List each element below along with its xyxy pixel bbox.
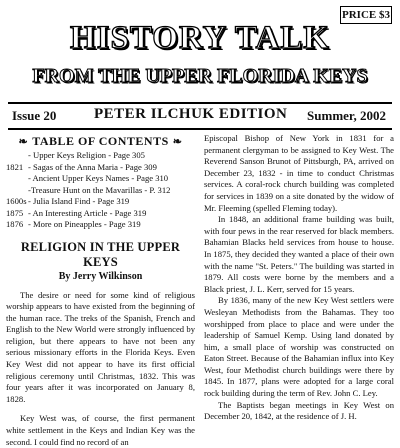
toc-item[interactable] bbox=[6, 196, 195, 208]
article-author: By Jerry Wilkinson bbox=[58, 270, 143, 282]
toc-text: - Ancient Upper Keys Names - Page 310 bbox=[28, 173, 169, 183]
edition-name: PETER ILCHUK EDITION bbox=[94, 106, 288, 122]
toc-date: 1875 bbox=[6, 207, 24, 218]
issue-bar bbox=[8, 102, 392, 130]
toc-text: - Julia Island Find - Page 319 bbox=[28, 196, 130, 206]
toc-item[interactable] bbox=[6, 150, 195, 162]
right-column bbox=[204, 133, 394, 423]
toc-list bbox=[6, 150, 195, 231]
toc-text: -Treasure Hunt on the Mavarillas - P. 312 bbox=[28, 184, 171, 195]
article-paragraph: Episcopal Bishop of New York in 1831 for a permanent clergyman to be assigned to Key West. The Reverend Sanson Brunot of Pittsburgh, PA, arrived on December 23, 1832 - in time to conduct Christmas services. A coral-rock church building was completed for services in 1839 on a site donated by the widow of Mr. Fleeming (spelled Fleming today). bbox=[204, 133, 394, 213]
article-paragraph: By 1836, many of the new Key West settlers were Wesleyan Methodists from the Bahamas. They too worshipped from place to place and were under the leadership of Samuel Kemp. Using land donated by him, a small place of worship was constructed on Eaton Street. Because of the Bahamian influx into Key West, four Methodist church buildings were there by 1845. In 1877, plans were adopted for a large coral rock building during the term of Rev. John C. Ley. bbox=[204, 295, 394, 399]
ornament-icon: ❧ bbox=[18, 136, 29, 148]
toc-date bbox=[6, 185, 28, 197]
newsletter-title: HISTORY TALK bbox=[70, 20, 330, 56]
toc-item[interactable] bbox=[6, 219, 195, 231]
price-label: PRICE $3 bbox=[340, 6, 392, 24]
ornament-icon: ❧ bbox=[172, 136, 183, 148]
toc-date bbox=[6, 173, 28, 185]
article-paragraph: The Baptists began meetings in Key West on December 20, 1842, at the residence of J. H. bbox=[204, 399, 394, 422]
newsletter-subtitle: FROM THE UPPER FLORIDA KEYS bbox=[32, 65, 368, 87]
toc-text: - An Interesting Article - Page 319 bbox=[28, 207, 147, 218]
article-title: RELIGION IN THE UPPER KEYS bbox=[20, 239, 181, 269]
article-paragraph: Key West was, of course, the first permanent white settlement in the Keys and Indian Key was the second. I could find no record of an bbox=[6, 413, 195, 447]
toc-title: TABLE OF CONTENTS bbox=[32, 134, 169, 148]
article-paragraph: In 1848, an additional frame building was built, with four pews in the rear reserved for black members. Bahamian Blacks held services from house to house. In 1875, they decided they wanted a place of their own with the name "St. Peters." The building was started in 1879. All costs were borne by the members and a Black priest, J. L. Kerr, served for 15 years. bbox=[204, 214, 394, 294]
article-paragraph: The desire or need for some kind of religious worship appears to have existed from the beginning of the human race. The treks of the Spanish, French and English to the New World were strongly influenced by religion, but there appears to have not been any serious missionary efforts in the Florida Keys. Even Key West did not appear to have its first official religious ceremony until Christmas, 1832. This was four years after it was incorporated on January 8, 1828. bbox=[6, 289, 195, 404]
toc-date: 1600s bbox=[6, 196, 27, 206]
toc-date bbox=[6, 150, 28, 162]
toc-text: - Sagas of the Anna Maria - Page 309 bbox=[28, 161, 157, 172]
toc-text: - More on Pineapples - Page 319 bbox=[28, 219, 141, 229]
toc-item[interactable] bbox=[6, 185, 195, 197]
issue-number: Issue 20 bbox=[12, 108, 57, 123]
issue-date: Summer, 2002 bbox=[307, 108, 386, 123]
toc-text: - Upper Keys Religion - Page 305 bbox=[28, 150, 145, 160]
toc-item[interactable] bbox=[6, 208, 195, 220]
toc-item[interactable] bbox=[6, 162, 195, 174]
toc-date: 1821 bbox=[6, 161, 24, 172]
left-column bbox=[6, 134, 195, 448]
toc-item[interactable] bbox=[6, 173, 195, 185]
toc-date: 1876 bbox=[6, 219, 24, 229]
toc-heading bbox=[6, 134, 195, 149]
